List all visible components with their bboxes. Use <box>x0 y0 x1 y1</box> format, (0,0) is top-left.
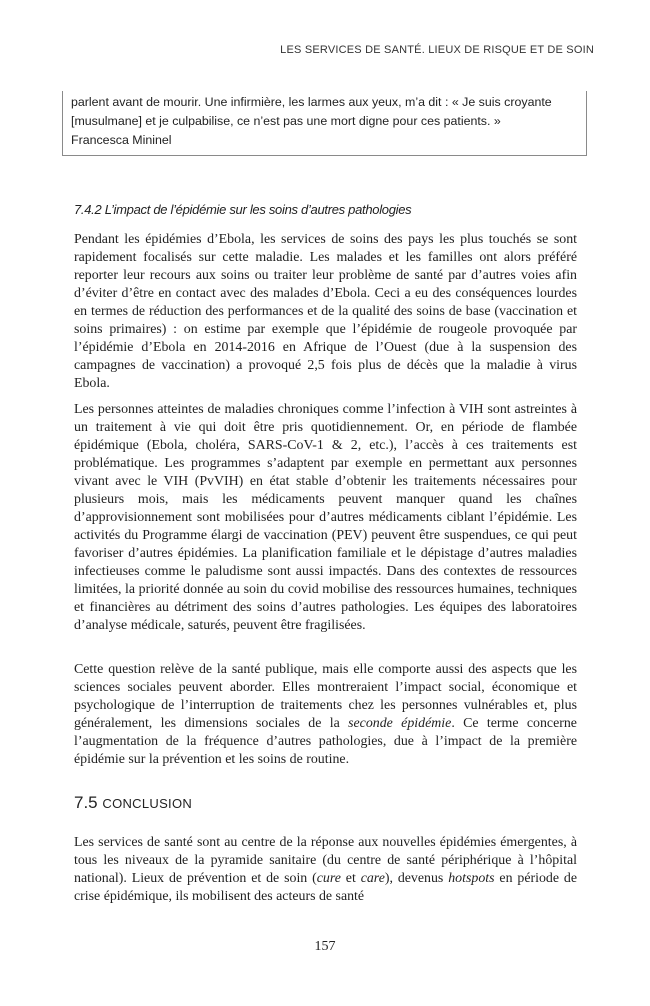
paragraph-block-1 <box>74 231 577 401</box>
section-title: CONCLUSION <box>102 796 193 811</box>
quote-text: parlent avant de mourir. Une infirmière, les larmes aux yeux, m’a dit : « Je suis croyante [musulmane] et je culpabilise, ce n’est pas une mort digne pour ces patients. » <box>71 95 552 128</box>
paragraph: Les personnes atteintes de maladies chroniques comme l’infection à VIH sont astreintes à un traitement à vie qui doit être pris quotidiennement. Or, en période de flambée épidémique (Ebola, choléra, SARS-CoV-1 & 2, etc.), l’accès à ces traitements est problématique. Les programmes s’adaptent par exemple en permettant aux personnes vivant avec le VIH (PvVIH) en état stable d’obtenir les traitements nécessaires pour plusieurs mois, mais les médicaments peuvent manquer quand les chaînes d’approvisionnement sont mobilisées pour d’autres médicaments ciblant l’épidémie. Les activités du Programme élargi de vaccination (PEV) peuvent être suspendues, ce qui peut favoriser d’autres épidémies. La planification familiale et le dépistage d’autres maladies infectieuses comme le paludisme sont aussi impactés. Dans des contextes de ressources limitées, la priorité donnée au soin du covid mobilise des ressources humaines, techniques et financières au détriment des soins d’autres pathologies. Les équipes des laboratoires d’analyse médicale, saturés, peuvent être fragilisées. <box>74 402 577 633</box>
subsection-heading <box>74 202 411 217</box>
paragraph-text: Cette question relève de la santé publique, mais elle comporte aussi des aspects que les sciences sociales peuvent aborder. Elles montreraient l’impact social, économique et psychologique de l’interruption de traitements chez les personnes vulnérables et, plus généralement, les dimensions sociales de la <box>74 662 577 731</box>
emphasis-term: hotspots <box>448 871 495 886</box>
paragraph-text: et <box>340 871 361 886</box>
section-heading <box>74 793 192 813</box>
paragraph <box>74 834 577 906</box>
paragraph-text: . Ce terme concerne l’augmentation de la fréquence d’autres pathologies, due à l’impact de la première épidémie sur la prévention et les soins de routine. <box>74 716 577 767</box>
paragraph-block-3 <box>74 661 577 777</box>
emphasis-term: cure <box>316 871 341 886</box>
paragraph: Pendant les épidémies d’Ebola, les services de soins des pays les plus touchés se sont rapidement focalisés sur cette maladie. Les malades et les familles ont alors préféré reporter leur recours aux soins ou traiter leur problème de santé par d’autres voies afin d’éviter d’être en contact avec des malades d’Ebola. Ceci a eu des conséquences lourdes en termes de réduction des performances et de la qualité des soins de base (vaccination et soins primaires) : on estime par exemple que l’épidémie de rougeole provoquée par l’épidémie d’Ebola en 2014-2016 en Afrique de l’Ouest (due à la suspension des campagnes de vaccination) a provoqué 2,5 fois plus de décès que la maladie à virus Ebola. <box>74 232 577 391</box>
quote-author: Francesca Mininel <box>71 133 172 147</box>
paragraph-text: en période de crise épidémique, ils mobilisent des acteurs de santé <box>74 871 578 904</box>
running-header: LES SERVICES DE SANTÉ. LIEUX DE RISQUE ET DE SOIN <box>280 44 594 56</box>
paragraph-block-4 <box>74 834 577 914</box>
subsection-number: 7.4.2 <box>74 202 102 217</box>
quote-box <box>62 91 587 156</box>
emphasis-term: seconde épidémie <box>348 716 452 731</box>
section-number: 7.5 <box>74 793 98 812</box>
paragraph-text: Les services de santé sont au centre de la réponse aux nouvelles épidémies émergentes, à tous les niveaux de la pyramide sanitaire (du centre de santé périphérique à l’hôpital national). Lieux de prévention et de soin ( <box>74 835 577 886</box>
paragraph-text: ), devenus <box>384 871 449 886</box>
paragraph-block-2 <box>74 401 577 643</box>
emphasis-term: care <box>360 871 385 886</box>
paragraph <box>74 661 577 769</box>
page-number: 157 <box>314 939 336 954</box>
subsection-title: L’impact de l’épidémie sur les soins d’autres pathologies <box>104 202 412 217</box>
